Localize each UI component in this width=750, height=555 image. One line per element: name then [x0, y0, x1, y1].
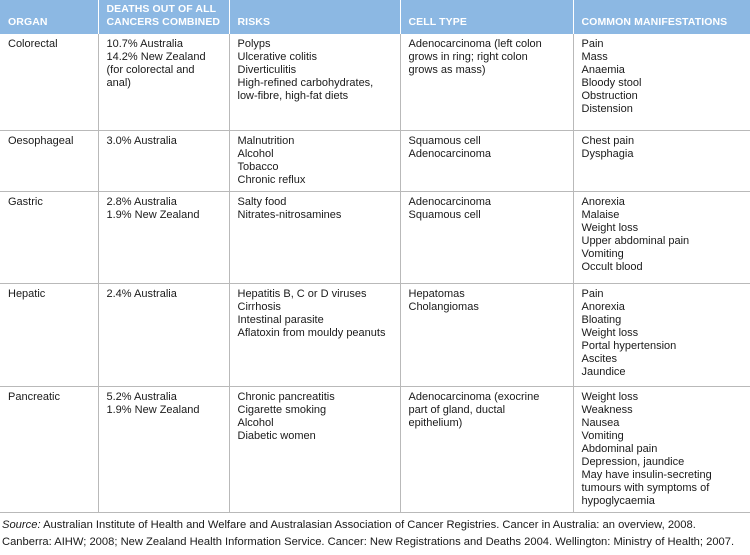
risks-line: Nitrates-nitrosamines: [237, 208, 342, 221]
cell-type-line: part of gland, ductal: [408, 403, 506, 416]
cell-type-line: Adenocarcinoma (exocrine: [408, 390, 540, 403]
manifestations-line: Occult blood: [581, 260, 643, 273]
cell-cell-type: [400, 191, 573, 283]
cell-cell-type: [400, 386, 573, 512]
cell-type-line: epithelium): [408, 416, 463, 429]
manifestations-line: Malaise: [581, 208, 620, 221]
cell-cell-type: [400, 34, 573, 130]
manifestations-line: Mass: [581, 51, 608, 63]
manifestations-line: Anaemia: [581, 64, 625, 76]
cell-deaths: [98, 283, 229, 386]
header-risks: RISKS: [229, 0, 400, 34]
cell-type-line: Adenocarcinoma (left colon: [408, 38, 542, 50]
manifestations-line: tumours with symptoms of: [581, 481, 710, 494]
cell-manifestations: [573, 130, 750, 191]
manifestations-line: Upper abdominal pain: [581, 234, 690, 247]
cell-risks: [229, 130, 400, 191]
risks-line: Tobacco: [237, 160, 279, 173]
organ-name: Hepatic: [8, 287, 46, 300]
manifestations-line: hypoglycaemia: [581, 494, 655, 507]
risks-line: Chronic pancreatitis: [237, 390, 335, 403]
cell-type-line: Adenocarcinoma: [408, 195, 492, 208]
manifestations-line: Bloody stool: [581, 77, 642, 89]
deaths-line: 10.7% Australia: [106, 38, 183, 50]
table-row: [0, 191, 750, 283]
table-row: [0, 130, 750, 191]
cell-type-line: Adenocarcinoma: [408, 147, 492, 160]
manifestations-line: Vomiting: [581, 429, 624, 442]
manifestations-line: Weight loss: [581, 326, 639, 339]
risks-line: Malnutrition: [237, 134, 295, 147]
cell-organ: [0, 283, 98, 386]
manifestations-line: Pain: [581, 287, 604, 300]
deaths-line: 2.4% Australia: [106, 287, 177, 300]
cell-risks: [229, 386, 400, 512]
manifestations-line: May have insulin-secreting: [581, 468, 712, 481]
table-header-row: [0, 0, 750, 34]
cell-deaths: [98, 191, 229, 283]
cell-type-line: Cholangiomas: [408, 300, 479, 313]
manifestations-line: Pain: [581, 38, 604, 50]
risks-line: Alcohol: [237, 416, 274, 429]
cell-risks: [229, 191, 400, 283]
header-deaths: DEATHS OUT OF ALL CANCERS COMBINED: [98, 0, 229, 34]
cell-organ: [0, 34, 98, 130]
manifestations-line: Ascites: [581, 352, 617, 365]
deaths-line: 1.9% New Zealand: [106, 208, 200, 221]
deaths-line: anal): [106, 77, 131, 89]
manifestations-line: Bloating: [581, 313, 622, 326]
deaths-line: 14.2% New Zealand: [106, 51, 206, 63]
deaths-line: 3.0% Australia: [106, 134, 177, 147]
deaths-line: 1.9% New Zealand: [106, 403, 200, 416]
table-row: [0, 283, 750, 386]
manifestations-line: Distension: [581, 103, 633, 115]
manifestations-line: Weight loss: [581, 390, 639, 403]
cell-risks: [229, 283, 400, 386]
risks-line: Aflatoxin from mouldy peanuts: [237, 326, 386, 339]
manifestations-line: Anorexia: [581, 300, 625, 313]
cell-type-line: grows as mass): [408, 64, 486, 76]
manifestations-line: Portal hypertension: [581, 339, 677, 352]
table-row: [0, 386, 750, 512]
header-cell-type: CELL TYPE: [400, 0, 573, 34]
risks-line: Polyps: [237, 38, 271, 50]
source-text: Australian Institute of Health and Welfare and Australasian Association of Cancer Registries. Cancer in Australia: an overview, 2008. Canberra: AIHW; 2008; New Zealand Health Information Service. Cancer: New Registrations and Deaths 2004. Wellington: Ministry of Health; 2007.: [2, 518, 735, 548]
deaths-line: 2.8% Australia: [106, 195, 177, 208]
manifestations-line: Nausea: [581, 416, 620, 429]
cell-risks: [229, 34, 400, 130]
risks-line: Ulcerative colitis: [237, 51, 317, 63]
cell-type-line: Hepatomas: [408, 287, 465, 300]
source-label: Source:: [2, 518, 41, 531]
cell-deaths: [98, 130, 229, 191]
risks-line: Cirrhosis: [237, 300, 281, 313]
cell-type-line: Squamous cell: [408, 208, 481, 221]
manifestations-line: Vomiting: [581, 247, 624, 260]
risks-line: Diabetic women: [237, 429, 316, 442]
cell-cell-type: [400, 130, 573, 191]
manifestations-line: Obstruction: [581, 90, 638, 102]
manifestations-line: Anorexia: [581, 195, 625, 208]
risks-line: High-refined carbohydrates,: [237, 77, 374, 89]
cell-cell-type: [400, 283, 573, 386]
cell-type-line: Squamous cell: [408, 134, 481, 147]
cell-manifestations: [573, 386, 750, 512]
manifestations-line: Depression, jaundice: [581, 455, 685, 468]
risks-line: Intestinal parasite: [237, 313, 324, 326]
organ-name: Pancreatic: [8, 390, 60, 403]
header-manifestations: COMMON MANIFESTATIONS: [573, 0, 750, 34]
organ-name: Gastric: [8, 195, 43, 208]
deaths-line: 5.2% Australia: [106, 390, 177, 403]
manifestations-line: Jaundice: [581, 365, 626, 378]
cell-type-line: grows in ring; right colon: [408, 51, 528, 63]
cell-manifestations: [573, 283, 750, 386]
manifestations-line: Dysphagia: [581, 147, 634, 160]
manifestations-line: Weight loss: [581, 221, 639, 234]
header-organ: ORGAN: [0, 0, 98, 34]
risks-line: Alcohol: [237, 147, 274, 160]
manifestations-line: Abdominal pain: [581, 442, 658, 455]
source-note: [0, 513, 750, 551]
cell-organ: [0, 386, 98, 512]
deaths-line: (for colorectal and: [106, 64, 195, 76]
cell-deaths: [98, 386, 229, 512]
risks-line: Cigarette smoking: [237, 403, 327, 416]
organ-name: Oesophageal: [8, 134, 74, 147]
manifestations-line: Chest pain: [581, 134, 635, 147]
cell-deaths: [98, 34, 229, 130]
cell-manifestations: [573, 191, 750, 283]
risks-line: Hepatitis B, C or D viruses: [237, 287, 367, 300]
organ-name: Colorectal: [8, 38, 58, 50]
table-row: [0, 34, 750, 130]
risks-line: low-fibre, high-fat diets: [237, 90, 349, 102]
manifestations-line: Weakness: [581, 403, 633, 416]
risks-line: Diverticulitis: [237, 64, 297, 76]
cell-organ: [0, 130, 98, 191]
risks-line: Chronic reflux: [237, 173, 306, 186]
risks-line: Salty food: [237, 195, 287, 208]
cell-organ: [0, 191, 98, 283]
cell-manifestations: [573, 34, 750, 130]
